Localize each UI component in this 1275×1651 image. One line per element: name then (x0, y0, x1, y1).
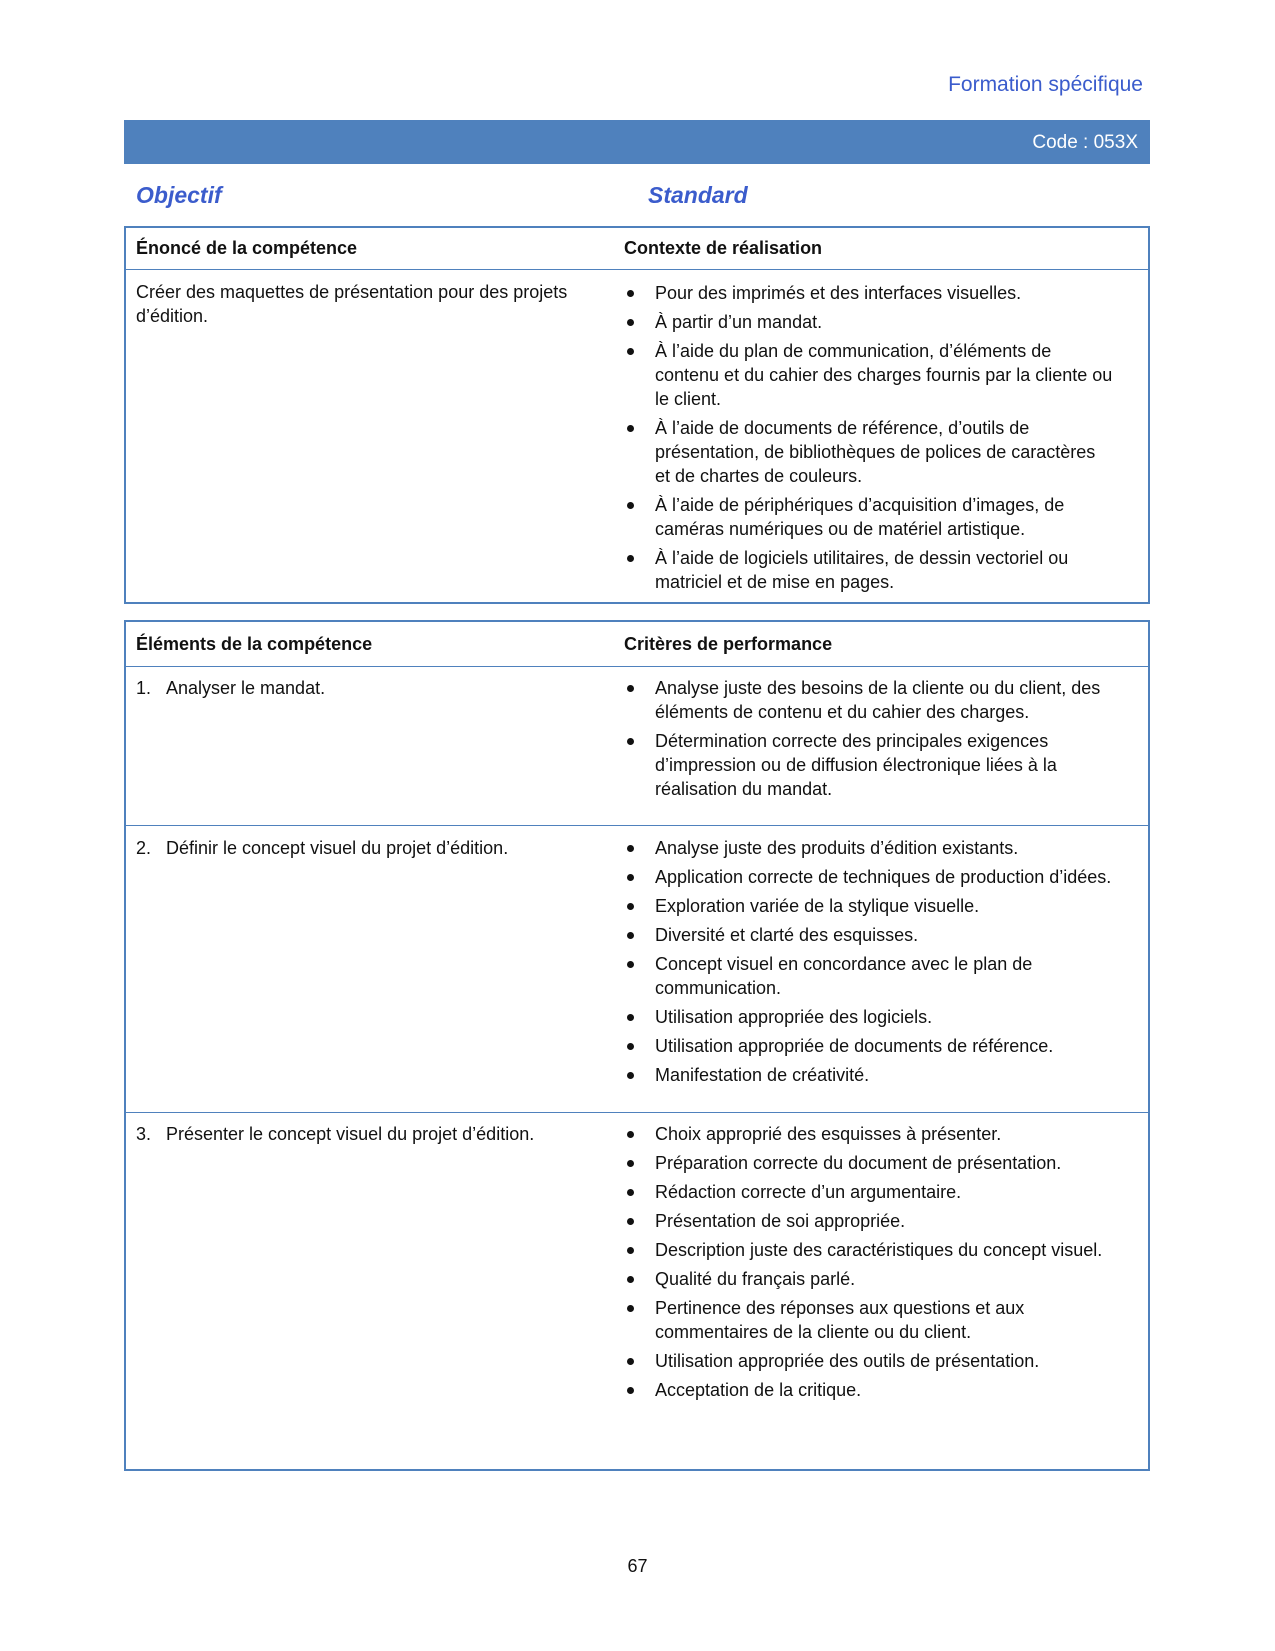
bullet-item: Utilisation appropriée des logiciels. (624, 1005, 1114, 1029)
bullet-item: À partir d’un mandat. (624, 310, 1114, 334)
bullet-item: Rédaction correcte d’un argumentaire. (624, 1180, 1114, 1204)
row-divider (126, 1112, 1148, 1113)
bullet-item: Application correcte de techniques de production d’idées. (624, 865, 1114, 889)
context-heading: Contexte de réalisation (624, 238, 823, 258)
competency-code: Code : 053X (1032, 132, 1138, 153)
bullet-item: Utilisation appropriée des outils de présentation. (624, 1349, 1114, 1373)
bullet-item: Manifestation de créativité. (624, 1063, 1114, 1087)
competence-statement: Créer des maquettes de présentation pour des projets d’édition. (136, 282, 568, 326)
bullet-item: Acceptation de la critique. (624, 1378, 1114, 1402)
bullet-item: Diversité et clarté des esquisses. (624, 923, 1114, 947)
bullet-item: À l’aide de périphériques d’acquisition d’images, de caméras numériques ou de matériel artistique. (624, 493, 1114, 541)
element-3-criteria (624, 1122, 1114, 1407)
bullet-item: Description juste des caractéristiques du concept visuel. (624, 1238, 1114, 1262)
bullet-item: Pertinence des réponses aux questions et aux commentaires de la cliente ou du client. (624, 1296, 1114, 1344)
element-2-criteria (624, 836, 1114, 1092)
header-divider (126, 666, 1148, 667)
bullet-item: À l’aide de documents de référence, d’outils de présentation, de bibliothèques de polices de caractères et de chartes de couleurs. (624, 416, 1114, 488)
header-divider (126, 269, 1148, 270)
section-headings (136, 182, 1136, 212)
bullet-item: Présentation de soi appropriée. (624, 1209, 1114, 1233)
element-1-label: 1. Analyser le mandat. (136, 678, 326, 698)
page-number: 67 (627, 1556, 648, 1576)
program-label: Formation spécifique (948, 73, 1143, 96)
element-1-criteria (624, 676, 1114, 806)
bullet-item: Concept visuel en concordance avec le plan de communication. (624, 952, 1114, 1000)
criteria-table (124, 620, 1150, 1471)
bullet-item: Préparation correcte du document de présentation. (624, 1151, 1114, 1175)
objective-heading: Objectif (136, 182, 222, 208)
code-bar (124, 120, 1150, 164)
elements-heading: Éléments de la compétence (136, 634, 373, 654)
row-divider (126, 825, 1148, 826)
bullet-item: Analyse juste des produits d’édition existants. (624, 836, 1114, 860)
standard-heading: Standard (648, 182, 748, 208)
bullet-item: Détermination correcte des principales exigences d’impression ou de diffusion électronique liées à la réalisation du mandat. (624, 729, 1114, 801)
competence-table (124, 226, 1150, 604)
bullet-item: Pour des imprimés et des interfaces visuelles. (624, 281, 1114, 305)
bullet-item: Qualité du français parlé. (624, 1267, 1114, 1291)
element-3-label: 3. Présenter le concept visuel du projet d’édition. (136, 1124, 535, 1144)
bullet-item: Choix approprié des esquisses à présenter. (624, 1122, 1114, 1146)
bullet-item: Exploration variée de la stylique visuelle. (624, 894, 1114, 918)
element-2-label: 2. Définir le concept visuel du projet d’édition. (136, 838, 509, 858)
bullet-item: À l’aide de logiciels utilitaires, de dessin vectoriel ou matriciel et de mise en pages. (624, 546, 1114, 594)
criteria-heading: Critères de performance (624, 634, 833, 654)
bullet-item: Analyse juste des besoins de la cliente ou du client, des éléments de contenu et du cahier des charges. (624, 676, 1114, 724)
bullet-item: À l’aide du plan de communication, d’éléments de contenu et du cahier des charges fournis par la cliente ou le client. (624, 339, 1114, 411)
bullet-item: Utilisation appropriée de documents de référence. (624, 1034, 1114, 1058)
context-list (624, 281, 1114, 599)
statement-heading: Énoncé de la compétence (136, 238, 358, 258)
